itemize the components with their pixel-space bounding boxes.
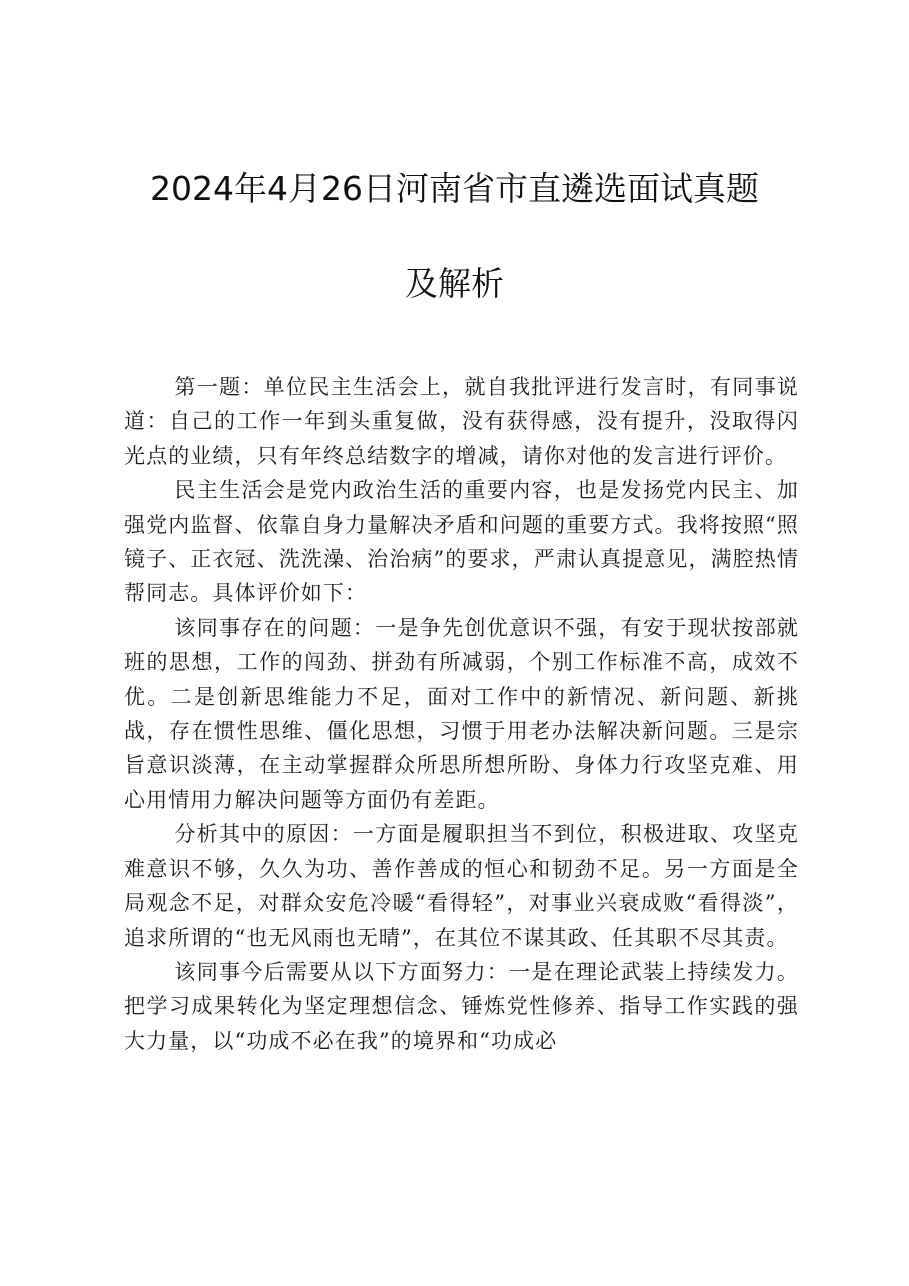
paragraph-question: 第一题：单位民主生活会上，就自我批评进行发言时，有同事说道：自己的工作一年到头重复做，没有获得感，没有提升，没取得闪光点的业绩，只有年终总结数字的增减，请你对他的发言进行评价。 [124, 375, 799, 468]
paragraph-intro: 民主生活会是党内政治生活的重要内容，也是发扬党内民主、加强党内监督、依靠自身力量解决矛盾和问题的重要方式。我将按照“照镜子、正衣冠、洗洗澡、治治病”的要求，严肃认真提意见，满腔热情帮同志。具体评价如下： [124, 478, 799, 606]
paragraph-problems: 该同事存在的问题：一是争先创优意识不强，有安于现状按部就班的思想，工作的闯劲、拼劲有所减弱，个别工作标准不高，成效不优。二是创新思维能力不足，面对工作中的新情况、新问题、新挑战，存在惯性思维、僵化思想，习惯于用老办法解决新问题。三是宗旨意识淡薄，在主动掌握群众所思所想所盼、身体力行攻坚克难、用心用情用力解决问题等方面仍有差距。 [124, 615, 799, 812]
paragraph-improvements: 该同事今后需要从以下方面努力：一是在理论武装上持续发力。把学习成果转化为坚定理想信念、锤炼党性修养、指导工作实践的强大力量，以“功成不必在我”的境界和“功成必 [124, 959, 799, 1053]
document-title-line-1: 2024年4月26日河南省市直遴选面试真题 [150, 169, 759, 208]
document-title-line-2: 及解析 [405, 264, 504, 303]
paragraph-causes: 分析其中的原因：一方面是履职担当不到位，积极进取、攻坚克难意识不够，久久为功、善作善成的恒心和韧劲不足。另一方面是全局观念不足，对群众安危冷暖“看得轻”，对事业兴衰成败“看得淡”，追求所谓的“也无风雨也无晴”，在其位不谋其政、任其职不尽其责。 [124, 822, 799, 950]
document-body [124, 370, 799, 1058]
